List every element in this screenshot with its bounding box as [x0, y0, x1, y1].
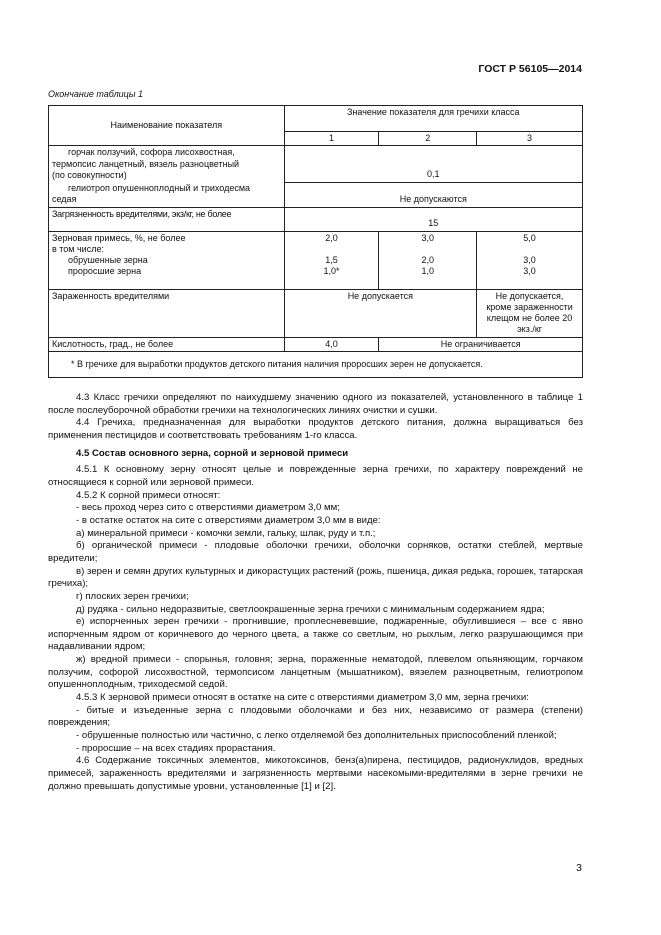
list-item: - обрушенные полностью или частично, с легко отделяемой без дополнительных приспособлений пленкой; — [76, 730, 557, 742]
list-item: - проросшие – на всех стадиях прорастания. — [76, 742, 276, 754]
value: 3,0 — [523, 266, 536, 277]
table-row — [49, 146, 583, 182]
list-item: а) минеральной примеси - комочки земли, гальку, шлак, руду и т.п.; — [76, 527, 376, 539]
value: 5,0 — [523, 232, 536, 243]
name-line: Зерновая примесь, %, не более — [52, 232, 186, 243]
col-header-value: Значение показателя для гречихи класса — [284, 106, 582, 132]
name-line: проросшие зерна — [68, 266, 142, 277]
list-item: в) зерен и семян других культурных и дикорастущих растений (рожь, пшеница, дикая редька, горошек, татарская гречиха); — [48, 565, 583, 590]
value-line: кроме зараженности — [486, 301, 573, 312]
value: 3,0 — [523, 255, 536, 265]
footnote-row — [49, 351, 583, 377]
value: 3,0 — [421, 232, 434, 243]
value: 2,0 — [325, 232, 338, 243]
table-row — [49, 337, 583, 351]
section-heading: 4.5 Состав основного зерна, сорной и зерновой примеси — [76, 447, 349, 459]
name-line: седая — [52, 194, 77, 205]
value-line: клещом не более 20 — [486, 313, 573, 323]
table-row — [49, 289, 583, 337]
row-name: Кислотность, град., не более — [49, 337, 285, 351]
name-line: гелиотроп опушенноплодный и триходесма — [68, 183, 251, 193]
paragraph: 4.5.3 К зерновой примеси относят в остатке на сите с отверстиями диаметром 3,0 мм, зерна гречихи: — [76, 692, 529, 704]
row-name — [49, 231, 285, 289]
row-value: 15 — [284, 207, 582, 231]
table-row — [49, 231, 583, 289]
list-item: г) плоских зерен гречихи; — [76, 590, 189, 602]
list-item: - весь проход через сито с отверстиями диаметром 3,0 мм; — [76, 502, 340, 514]
row-name: Загрязненность вредителями, экз/кг, не более — [49, 207, 285, 231]
table-row — [49, 207, 583, 231]
class-3-value — [477, 289, 583, 337]
value-line: экз./кг — [517, 324, 543, 335]
col-header-name: Наименование показателя — [49, 106, 285, 146]
table-row — [49, 182, 583, 207]
paragraph: 4.5.1 К основному зерну относят целые и поврежденные зерна гречихи, по характеру повреждений не относящиеся к сорной или зерновой примеси. — [48, 464, 583, 488]
value: 2,0 — [421, 255, 434, 265]
list-item: е) испорченных зерен гречихи - прогнившие, проплесневевшие, поджаренные, обуглившиеся – все с явно испорченным ядром от коричневого до черного цвета, а также со светлым, но рыхлым, легко разрушающимся при надавливании ядром; — [48, 616, 583, 653]
name-line: (по совокупности) — [52, 169, 127, 180]
class-3-header: 3 — [477, 132, 583, 146]
class-1-header: 1 — [284, 132, 379, 146]
name-line: термопсис ланцетный, вязель разноцветный — [52, 158, 240, 169]
name-line: обрушенные зерна — [68, 255, 148, 265]
row-name — [49, 146, 285, 182]
body-text — [48, 392, 583, 793]
paragraph: 4.6 Содержание токсичных элементов, микотоксинов, бенз(а)пирена, пестицидов, радионуклидов, вредных примесей, зараженность вредителями и загрязненность мертвыми насекомыми-вредителями в зерне гречихи не должно превышать допустимые уровни, установленные [1] и [2]. — [48, 755, 583, 792]
list-item: б) органической примеси - плодовые оболочки гречихи, оболочки сорняков, остатки стеблей, мертвые вредители; — [48, 540, 583, 564]
row-value: Не ограничивается — [379, 337, 583, 351]
list-item: - в остатке остаток на сите с отверстиями диаметром 3,0 мм в виде: — [76, 514, 381, 526]
paragraph: 4.4 Гречиха, предназначенная для выработки продуктов детского питания, должна выращиваться без применения пестицидов и соответствовать требованиям 1-го класса. — [48, 417, 583, 441]
page-number: 3 — [576, 862, 582, 874]
row-value: Не допускаются — [284, 182, 582, 207]
class-2-values — [379, 231, 477, 289]
name-line: горчак ползучий, софора лисохвостная, — [68, 147, 235, 158]
paragraph: 4.3 Класс гречихи определяют по наихудшему значению одного из показателей, установленного в таблице 1 после послеуборочной обработки гречихи на технологических линиях очистки и сушки. — [48, 392, 583, 416]
standard-header: ГОСТ Р 56105—2014 — [478, 63, 582, 75]
list-item: - битые и изъеденные зерна с плодовыми оболочками и без них, независимо от размера (степени) повреждения; — [48, 704, 583, 729]
table-caption: Окончание таблицы 1 — [48, 89, 143, 99]
list-item: д) рудяка - сильно недоразвитые, светлоокрашенные зерна гречихи с минимальным содержанием ядра; — [76, 603, 545, 615]
value: 1,5 — [325, 255, 338, 265]
row-value: Не допускается — [284, 289, 477, 337]
class-2-header: 2 — [379, 132, 477, 146]
indicators-table — [48, 105, 583, 378]
value: 1,0 — [421, 266, 434, 277]
class-1-value: 4,0 — [284, 337, 379, 351]
value: 1,0* — [323, 266, 340, 277]
row-name — [49, 182, 285, 207]
paragraph: 4.5.2 К сорной примеси относят: — [76, 489, 221, 501]
class-1-values — [284, 231, 379, 289]
footnote: * В гречихе для выработки продуктов детского питания наличия проросших зерен не допускается. — [49, 351, 583, 377]
list-item: ж) вредной примеси - спорынья, головня; зерна, пораженные нематодой, плевелом опьяняющим, горчаком ползучим, софорой лисохвостной, термопсисом ланцетным (мышатником), вязелем разноцветным, гелиотропом опушенноплодным, триходесмой седой. — [48, 654, 583, 691]
value-line: Не допускается, — [495, 290, 564, 301]
row-name: Зараженность вредителями — [49, 289, 285, 337]
class-3-values — [477, 231, 583, 289]
name-line: в том числе: — [52, 243, 104, 254]
row-value: 0,1 — [284, 146, 582, 182]
